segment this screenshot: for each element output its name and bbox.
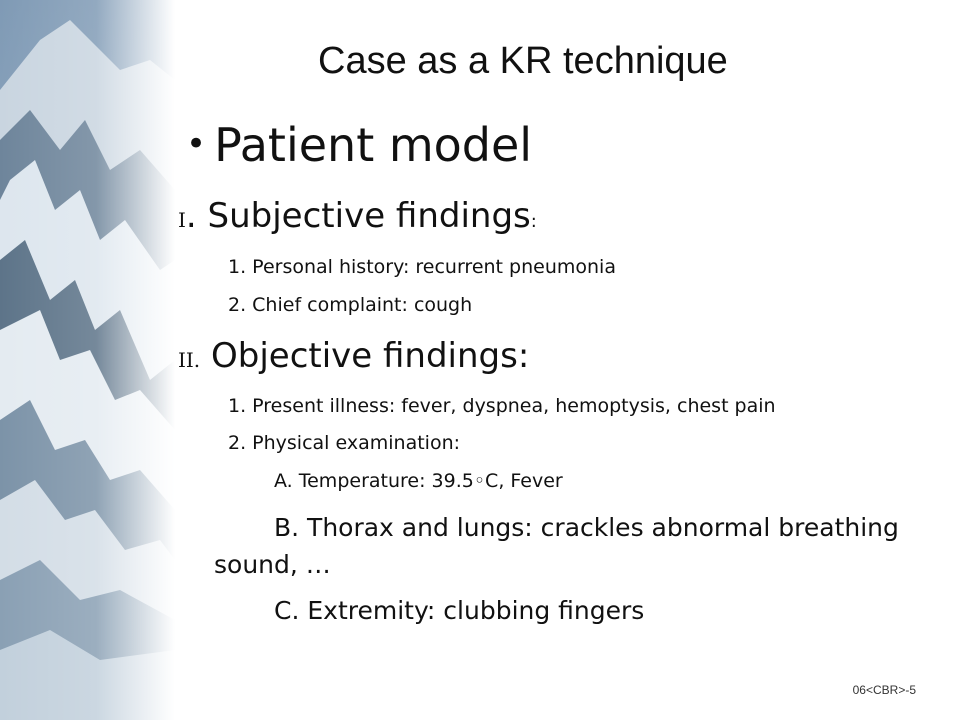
sub-list-item [214, 509, 904, 583]
list-item: 1. Present illness: fever, dyspnea, hemoptysis, chest pain [228, 395, 776, 417]
section-label: Objective findings: [200, 336, 530, 376]
section-colon: : [530, 211, 537, 232]
bullet-dot: • [186, 124, 207, 164]
section-subjective-heading [178, 196, 537, 236]
section-numeral: I [178, 208, 186, 232]
main-bullet [186, 118, 532, 172]
list-item: 1. Personal history: recurrent pneumonia [228, 256, 616, 278]
sub-list-item-text: C. Extremity: clubbing fingers [274, 596, 645, 625]
section-numeral: II. [178, 348, 201, 372]
main-bullet-text: Patient model [214, 118, 533, 172]
mountain-photo [0, 0, 175, 720]
list-item: 2. Physical examination: [228, 432, 461, 454]
section-objective-heading [178, 336, 529, 376]
list-item: 2. Chief complaint: cough [228, 294, 473, 316]
slide-footer: 06<CBR>-5 [852, 683, 916, 697]
sub-list-item-text: B. Thorax and lungs: crackles abnormal breathing sound, … [214, 513, 899, 579]
section-dot: . [185, 196, 197, 236]
sub-list-item: A. Temperature: 39.5◦C, Fever [274, 470, 563, 492]
section-label: Subjective findings [196, 196, 531, 236]
slide-title: Case as a KR technique [318, 40, 728, 82]
sub-list-item [214, 592, 904, 629]
